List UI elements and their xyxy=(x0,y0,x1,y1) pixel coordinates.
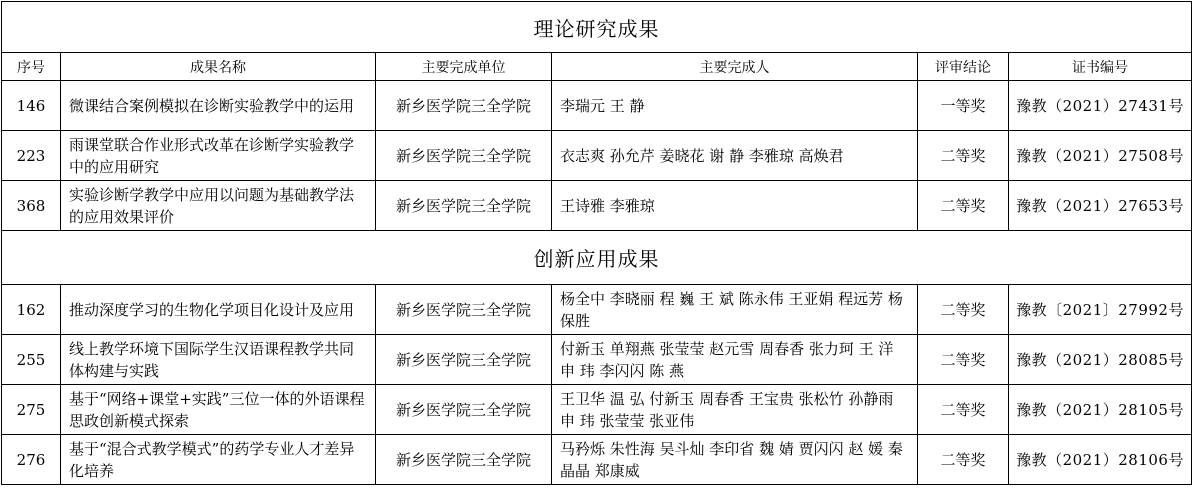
header-people: 主要完成人 xyxy=(552,53,918,81)
row-cert: 豫教（2021）28106号 xyxy=(1009,435,1192,485)
row-unit: 新乡医学院三全学院 xyxy=(376,435,552,485)
row-people: 衣志爽 孙允芹 姜晓花 谢 静 李雅琼 高焕君 xyxy=(552,131,918,181)
row-result: 二等奖 xyxy=(918,335,1009,385)
row-name: 基于“混合式教学模式”的药学专业人才差异化培养 xyxy=(61,435,376,485)
row-result: 一等奖 xyxy=(918,81,1009,131)
row-people: 付新玉 单翔燕 张莹莹 赵元雪 周春香 张力珂 王 洋 申 玮 李闪闪 陈 燕 xyxy=(552,335,918,385)
header-unit: 主要完成单位 xyxy=(376,53,552,81)
table-header-row xyxy=(2,53,1192,81)
row-seq: 276 xyxy=(2,435,61,485)
row-seq: 146 xyxy=(2,81,61,131)
row-unit: 新乡医学院三全学院 xyxy=(376,385,552,435)
row-name: 线上教学环境下国际学生汉语课程教学共同体构建与实践 xyxy=(61,335,376,385)
row-name: 微课结合案例模拟在诊断实验教学中的运用 xyxy=(61,81,376,131)
row-cert: 豫教〔2021〕27992号 xyxy=(1009,285,1192,335)
row-result: 二等奖 xyxy=(918,435,1009,485)
table-row xyxy=(2,181,1192,231)
row-cert: 豫教（2021）27431号 xyxy=(1009,81,1192,131)
row-unit: 新乡医学院三全学院 xyxy=(376,335,552,385)
section-title: 理论研究成果 xyxy=(2,2,1192,53)
row-people: 杨全中 李晓丽 程 巍 王 斌 陈永伟 王亚娟 程远芳 杨保胜 xyxy=(552,285,918,335)
header-name: 成果名称 xyxy=(61,53,376,81)
row-seq: 255 xyxy=(2,335,61,385)
section-title: 创新应用成果 xyxy=(2,231,1192,285)
row-people: 马矜烁 朱性海 吴斗灿 李印省 魏 婧 贾闪闪 赵 媛 秦晶晶 郑康威 xyxy=(552,435,918,485)
awards-table xyxy=(1,1,1192,485)
row-seq: 275 xyxy=(2,385,61,435)
table-row xyxy=(2,81,1192,131)
table-row xyxy=(2,335,1192,385)
row-cert: 豫教（2021）27508号 xyxy=(1009,131,1192,181)
row-result: 二等奖 xyxy=(918,385,1009,435)
row-name: 推动深度学习的生物化学项目化设计及应用 xyxy=(61,285,376,335)
row-result: 二等奖 xyxy=(918,181,1009,231)
row-unit: 新乡医学院三全学院 xyxy=(376,131,552,181)
table-row xyxy=(2,385,1192,435)
header-seq: 序号 xyxy=(2,53,61,81)
row-seq: 223 xyxy=(2,131,61,181)
row-people: 王诗雅 李雅琼 xyxy=(552,181,918,231)
row-name: 实验诊断学教学中应用以问题为基础教学法的应用效果评价 xyxy=(61,181,376,231)
row-cert: 豫教（2021）27653号 xyxy=(1009,181,1192,231)
row-unit: 新乡医学院三全学院 xyxy=(376,181,552,231)
header-result: 评审结论 xyxy=(918,53,1009,81)
table-row xyxy=(2,435,1192,485)
section-header xyxy=(2,231,1192,285)
row-name: 雨课堂联合作业形式改革在诊断学实验教学中的应用研究 xyxy=(61,131,376,181)
row-cert: 豫教（2021）28105号 xyxy=(1009,385,1192,435)
table-row xyxy=(2,131,1192,181)
row-cert: 豫教（2021）28085号 xyxy=(1009,335,1192,385)
row-unit: 新乡医学院三全学院 xyxy=(376,285,552,335)
section-header xyxy=(2,2,1192,53)
header-cert: 证书编号 xyxy=(1009,53,1192,81)
row-unit: 新乡医学院三全学院 xyxy=(376,81,552,131)
row-result: 二等奖 xyxy=(918,131,1009,181)
table-row xyxy=(2,285,1192,335)
row-seq: 162 xyxy=(2,285,61,335)
row-name: 基于“网络+课堂+实践”三位一体的外语课程思政创新模式探索 xyxy=(61,385,376,435)
row-people: 李瑞元 王 静 xyxy=(552,81,918,131)
row-seq: 368 xyxy=(2,181,61,231)
row-result: 二等奖 xyxy=(918,285,1009,335)
row-people: 王卫华 温 弘 付新玉 周春香 王宝贵 张松竹 孙静雨 申 玮 张莹莹 张亚伟 xyxy=(552,385,918,435)
